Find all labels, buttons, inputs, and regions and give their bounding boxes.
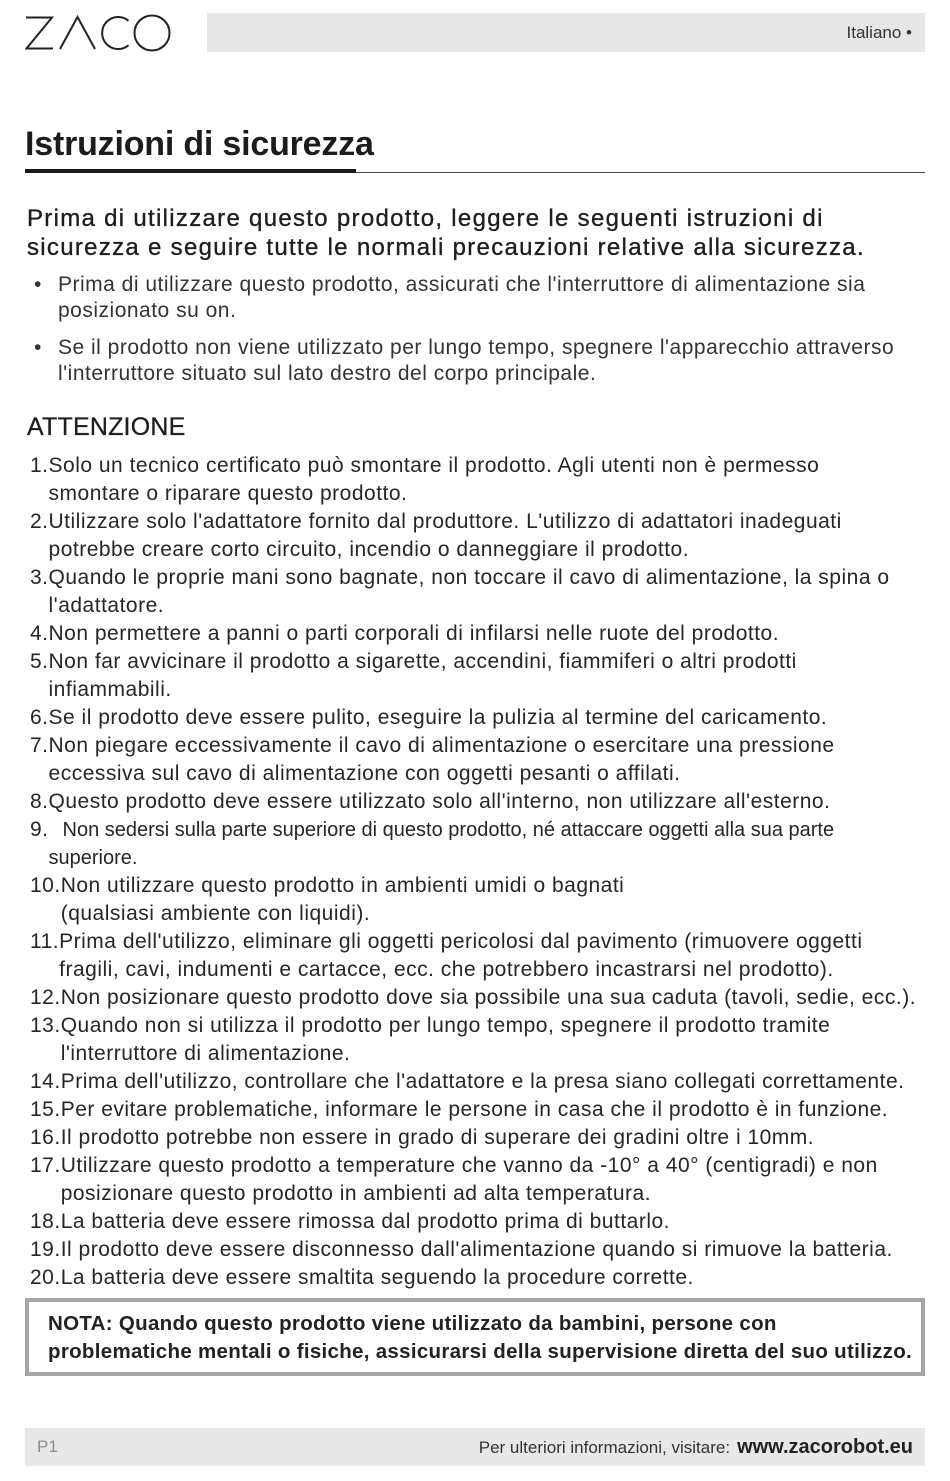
warning-item xyxy=(30,872,916,928)
warning-item xyxy=(30,1152,916,1208)
warning-text xyxy=(49,788,831,816)
warning-number: 20. xyxy=(30,1266,61,1289)
warning-number: 2. xyxy=(30,510,49,533)
warning-line: Non sedersi sulla parte superiore di questo prodotto, né attaccare oggetti alla sua parte xyxy=(62,819,835,841)
warning-item xyxy=(30,788,916,816)
warning-list xyxy=(30,452,916,1292)
warning-text xyxy=(49,816,835,872)
warning-line: Per evitare problematiche, informare le persone in casa che il prodotto è in funzione. xyxy=(60,1098,889,1121)
bullet-text xyxy=(58,272,865,324)
bullet-item xyxy=(30,272,894,324)
warning-item xyxy=(30,508,916,564)
logo-letter-o xyxy=(135,16,170,51)
warning-line: smontare o riparare questo prodotto. xyxy=(48,482,408,505)
intro-paragraph xyxy=(27,204,865,262)
page-title: Istruzioni di sicurezza xyxy=(25,125,374,163)
warning-text xyxy=(61,1236,893,1264)
warning-line: (qualsiasi ambiente con liquidi). xyxy=(60,902,371,925)
bullet-list xyxy=(30,272,894,398)
warning-line: posizionare questo prodotto in ambienti ad alta temperatura. xyxy=(60,1182,652,1205)
bullet-line: Se il prodotto non viene utilizzato per lungo tempo, spegnere l'apparecchio attraverso xyxy=(58,336,895,359)
bullet-marker: • xyxy=(34,273,42,296)
logo-letter-c xyxy=(102,17,128,49)
warning-text xyxy=(61,1208,670,1236)
bullet-text xyxy=(58,335,894,387)
warning-line: Se il prodotto deve essere pulito, eseguire la pulizia al termine del caricamento. xyxy=(48,706,828,729)
warning-line: La batteria deve essere rimossa dal prodotto prima di buttarlo. xyxy=(60,1210,671,1233)
warning-text xyxy=(61,984,916,1012)
page-number: P1 xyxy=(37,1437,58,1456)
warning-line: Prima dell'utilizzo, eliminare gli oggetti pericolosi dal pavimento (rimuovere oggetti xyxy=(59,930,863,953)
warning-line: l'interruttore di alimentazione. xyxy=(60,1042,351,1065)
warning-number: 5. xyxy=(30,650,49,673)
warning-line: Solo un tecnico certificato può smontare il prodotto. Agli utenti non è permesso xyxy=(48,454,820,477)
intro-line: sicurezza e seguire tutte le normali precauzioni relative alla sicurezza. xyxy=(27,234,865,261)
intro-line: Prima di utilizzare questo prodotto, leggere le seguenti istruzioni di xyxy=(27,205,824,232)
warning-text xyxy=(49,648,797,704)
warning-line: infiammabili. xyxy=(48,678,172,701)
warning-number: 13. xyxy=(30,1014,61,1037)
logo-letter-a xyxy=(60,17,95,49)
warning-item xyxy=(30,648,916,704)
warning-item xyxy=(30,732,916,788)
warning-line: Quando non si utilizza il prodotto per lungo tempo, spegnere il prodotto tramite xyxy=(60,1014,831,1037)
warning-line: La batteria deve essere smaltita seguendo la procedure corrette. xyxy=(60,1266,694,1289)
warning-text xyxy=(61,1152,878,1208)
warning-number: 16. xyxy=(30,1126,61,1149)
warning-number: 7. xyxy=(30,734,49,757)
warning-number: 18. xyxy=(30,1210,61,1233)
warning-text xyxy=(61,1012,831,1068)
warning-item xyxy=(30,1096,916,1124)
warning-line: Il prodotto potrebbe non essere in grado di superare dei gradini oltre i 10mm. xyxy=(60,1126,815,1149)
bullet-line: l'interruttore situato sul lato destro del corpo principale. xyxy=(58,362,597,385)
warning-line: l'adattatore. xyxy=(48,594,165,617)
note-line: NOTA: Quando questo prodotto viene utilizzato da bambini, persone con xyxy=(48,1312,777,1335)
warning-number: 14. xyxy=(30,1070,61,1093)
warning-line: Utilizzare solo l'adattatore fornito dal produttore. L'utilizzo di adattatori inadeguati xyxy=(48,510,842,533)
bullet-marker: • xyxy=(34,336,42,359)
warning-line: Non piegare eccessivamente il cavo di alimentazione o esercitare una pressione xyxy=(48,734,835,757)
warning-line: eccessiva sul cavo di alimentazione con oggetti pesanti o affilati. xyxy=(48,762,681,785)
footer-info xyxy=(479,1436,913,1459)
warning-line: Non posizionare questo prodotto dove sia possibile una sua caduta (tavoli, sedie, ecc.). xyxy=(60,986,917,1009)
warning-number: 12. xyxy=(30,986,61,1009)
warning-text xyxy=(49,508,842,564)
bullet-item xyxy=(30,335,894,387)
warning-line: Il prodotto deve essere disconnesso dall'alimentazione quando si rimuove la batteria. xyxy=(60,1238,893,1261)
warning-line: Utilizzare questo prodotto a temperature che vanno da -10° a 40° (centigradi) e non xyxy=(60,1154,878,1177)
warning-text xyxy=(61,1096,888,1124)
warning-text xyxy=(61,1264,694,1292)
warning-number: 1. xyxy=(30,454,49,477)
warning-item xyxy=(30,620,916,648)
warning-line: potrebbe creare corto circuito, incendio o danneggiare il prodotto. xyxy=(48,538,690,561)
warning-item xyxy=(30,1208,916,1236)
warning-line: Quando le proprie mani sono bagnate, non toccare il cavo di alimentazione, la spina o xyxy=(48,566,890,589)
warning-item xyxy=(30,816,916,872)
warning-number: 9. xyxy=(30,818,49,841)
warning-item xyxy=(30,984,916,1012)
note-box xyxy=(25,1298,925,1376)
title-underline xyxy=(25,169,925,174)
bullet-line: Prima di utilizzare questo prodotto, assicurati che l'interruttore di alimentazione sia xyxy=(58,273,866,296)
warning-line: Prima dell'utilizzo, controllare che l'adattatore e la presa siano collegati correttamente. xyxy=(60,1070,905,1093)
title-rule-thick xyxy=(25,169,356,173)
warning-item xyxy=(30,452,916,508)
warning-text xyxy=(61,1068,905,1096)
warning-item xyxy=(30,564,916,620)
warning-number: 8. xyxy=(30,790,49,813)
warning-text xyxy=(49,564,890,620)
warning-item xyxy=(30,1236,916,1264)
website-url: www.zacorobot.eu xyxy=(737,1435,913,1458)
warning-number: 4. xyxy=(30,622,49,645)
bullet-line: posizionato su on. xyxy=(58,299,237,322)
warning-number: 3. xyxy=(30,566,49,589)
warning-item xyxy=(30,1264,916,1292)
warning-text xyxy=(49,452,820,508)
warning-item xyxy=(30,928,916,984)
warning-number: 10. xyxy=(30,874,61,897)
warning-text xyxy=(49,620,780,648)
warning-line: Non utilizzare questo prodotto in ambienti umidi o bagnati xyxy=(60,874,625,897)
warning-text xyxy=(49,732,835,788)
warning-item xyxy=(30,1124,916,1152)
attention-heading: ATTENZIONE xyxy=(27,413,186,441)
warning-line: fragili, cavi, indumenti e cartacce, ecc. che potrebbero incastrarsi nel prodotto). xyxy=(59,958,834,981)
warning-line: Non permettere a panni o parti corporali di infilarsi nelle ruote del prodotto. xyxy=(48,622,780,645)
warning-line: superiore. xyxy=(48,847,138,869)
warning-number: 11. xyxy=(30,930,60,953)
warning-item xyxy=(30,1068,916,1096)
warning-item xyxy=(30,1012,916,1068)
warning-line: Non far avvicinare il prodotto a sigarette, accendini, fiammiferi o altri prodotti xyxy=(48,650,797,673)
warning-text xyxy=(49,704,828,732)
warning-number: 6. xyxy=(30,706,49,729)
language-label: Italiano • xyxy=(846,23,912,42)
warning-text xyxy=(61,872,625,928)
page-footer xyxy=(25,1428,925,1466)
warning-line: Questo prodotto deve essere utilizzato solo all'interno, non utilizzare all'esterno. xyxy=(48,790,831,813)
warning-text xyxy=(59,928,862,984)
language-bar xyxy=(207,13,925,52)
note-line: problematiche mentali o fisiche, assicurarsi della supervisione diretta del suo utilizzo. xyxy=(48,1340,913,1363)
warning-text xyxy=(61,1124,814,1152)
warning-number: 15. xyxy=(30,1098,61,1121)
footer-info-text: Per ulteriori informazioni, visitare: xyxy=(478,1437,731,1457)
warning-number: 17. xyxy=(30,1154,61,1177)
logo-letter-z xyxy=(26,18,53,49)
warning-number: 19. xyxy=(30,1238,61,1261)
zaco-logo xyxy=(25,14,173,52)
warning-item xyxy=(30,704,916,732)
